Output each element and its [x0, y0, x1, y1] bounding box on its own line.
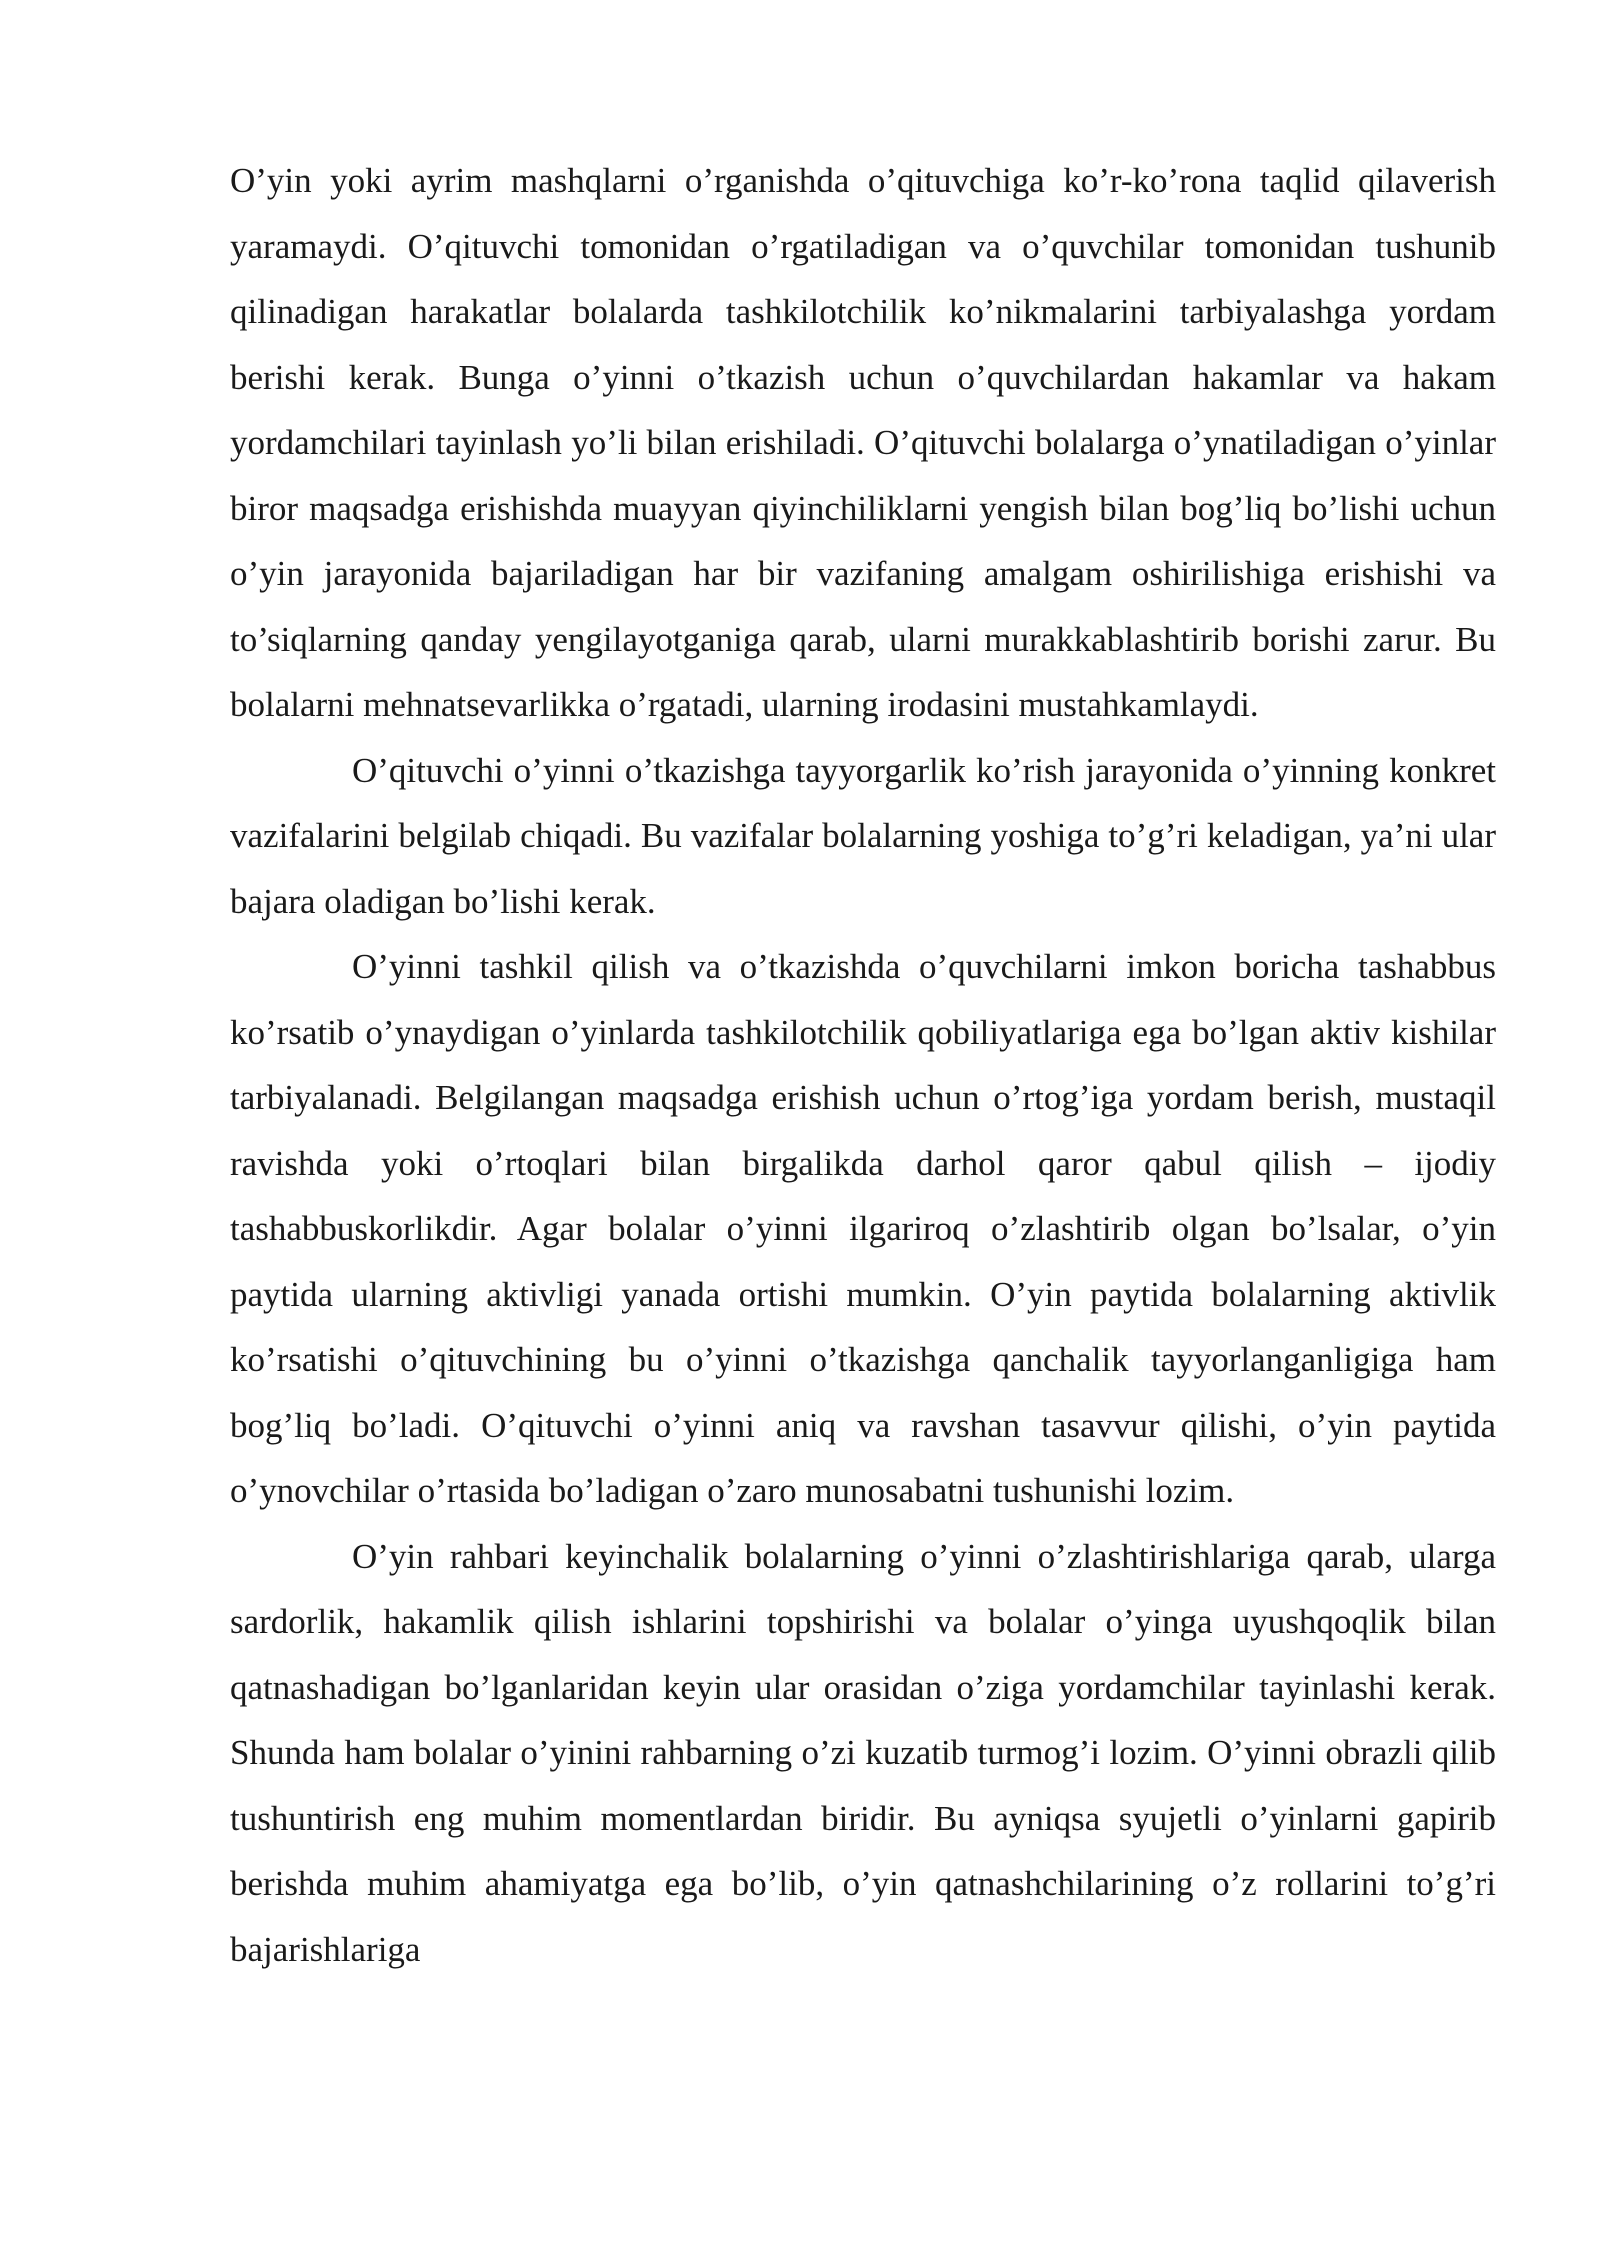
document-page	[230, 148, 1496, 1982]
paragraph-3: O’yinni tashkil qilish va o’tkazishda o’quvchilarni imkon boricha tashabbus ko’rsatib o’ynaydigan o’yinlarda tashkilotchilik qobiliyatlariga ega bo’lgan aktiv kishilar tarbiyalanadi. Belgilangan maqsadga erishish uchun o’rtog’iga yordam berish, mustaqil ravishda yoki o’rtoqlari bilan birgalikda darhol qaror qabul qilish – ijodiy tashabbuskorlikdir. Agar bolalar o’yinni ilgariroq o’zlashtirib olgan bo’lsalar, o’yin paytida ularning aktivligi yanada ortishi mumkin. O’yin paytida bolalarning aktivlik ko’rsatishi o’qituvchining bu o’yinni o’tkazishga qanchalik tayyorlanganligiga ham bog’liq bo’ladi. O’qituvchi o’yinni aniq va ravshan tasavvur qilishi, o’yin paytida o’ynovchilar o’rtasida bo’ladigan o’zaro munosabatni tushunishi lozim.	[230, 947, 1496, 1510]
paragraph-1: O’yin yoki ayrim mashqlarni o’rganishda o’qituvchiga ko’r-ko’rona taqlid qilaverish yaramaydi. O’qituvchi tomonidan o’rgatiladigan va o’quvchilar tomonidan tushunib qilinadigan harakatlar bolalarda tashkilotchilik ko’nikmalarini tarbiyalashga yordam berishi kerak. Bunga o’yinni o’tkazish uchun o’quvchilardan hakamlar va hakam yordamchilari tayinlash yo’li bilan erishiladi. O’qituvchi bolalarga o’ynatiladigan o’yinlar biror maqsadga erishishda muayyan qiyinchiliklarni yengish bilan bog’liq bo’lishi uchun o’yin jarayonida bajariladigan har bir vazifaning amalgam oshirilishiga erishishi va to’siqlarning qanday yengilayotganiga qarab, ularni murakkablashtirib borishi zarur. Bu bolalarni mehnatsevarlikka o’rgatadi, ularning irodasini mustahkamlaydi.	[230, 161, 1496, 724]
paragraph-2: O’qituvchi o’yinni o’tkazishga tayyorgarlik ko’rish jarayonida o’yinning konkret vazifalarini belgilab chiqadi. Bu vazifalar bolalarning yoshiga to’g’ri keladigan, ya’ni ular bajara oladigan bo’lishi kerak.	[230, 750, 1496, 921]
paragraph-4: O’yin rahbari keyinchalik bolalarning o’yinni o’zlashtirishlariga qarab, ularga sardorlik, hakamlik qilish ishlarini topshirishi va bolalar o’yinga uyushqoqlik bilan qatnashadigan bo’lganlaridan keyin ular orasidan o’ziga yordamchilar tayinlashi kerak. Shunda ham bolalar o’yinini rahbarning o’zi kuzatib turmog’i lozim. O’yinni obrazli qilib tushuntirish eng muhim momentlardan biridir. Bu ayniqsa syujetli o’yinlarni gapirib berishda muhim ahamiyatga ega bo’lib, o’yin qatnashchilarining o’z rollarini to’g’ri bajarishlariga	[230, 1536, 1496, 1969]
